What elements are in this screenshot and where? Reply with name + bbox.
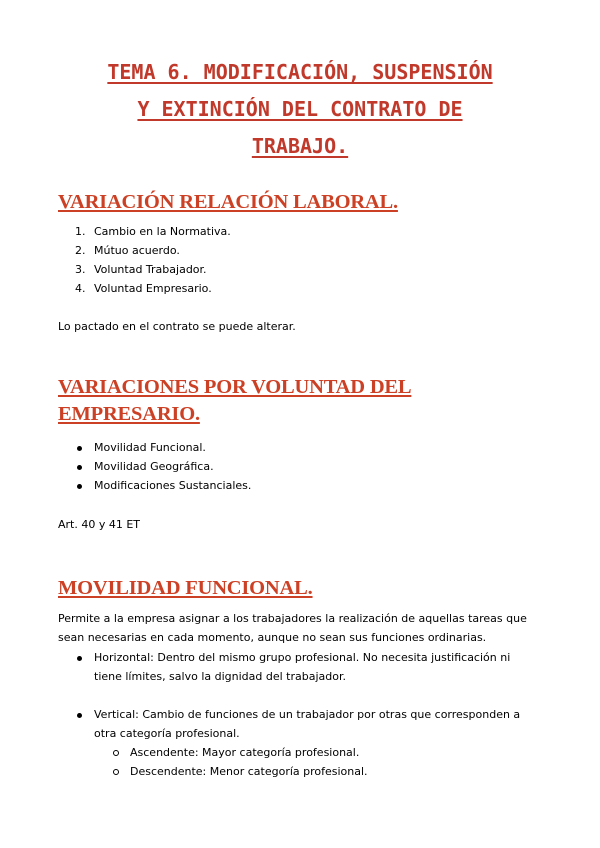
list-item: Movilidad Geográfica.	[58, 457, 251, 476]
section-heading-variacion: VARIACIÓN RELACIÓN LABORAL.	[58, 191, 398, 213]
list-item: Vertical: Cambio de funciones de un trabajador por otras que corresponden a otra categoría profesional.	[58, 705, 534, 743]
section-heading-variaciones: VARIACIONES POR VOLUNTAD DEL EMPRESARIO.	[58, 376, 412, 425]
list-item: 3. Voluntad Trabajador.	[75, 263, 207, 276]
bullet-list	[58, 438, 251, 495]
title-line-2: Y EXTINCIÓN DEL CONTRATO DE	[137, 97, 463, 121]
list-item: Movilidad Funcional.	[58, 438, 251, 457]
hollow-bullet-icon	[113, 750, 119, 756]
list-item: Modificaciones Sustanciales.	[58, 476, 251, 495]
document-title	[40, 54, 560, 165]
list-item: 1. Cambio en la Normativa.	[75, 225, 231, 238]
bullet-icon	[77, 465, 82, 470]
paragraph-note: Lo pactado en el contrato se puede alterar.	[58, 320, 296, 333]
bullet-list-vertical	[58, 705, 534, 781]
numbered-list	[58, 222, 231, 298]
list-item: 4. Voluntad Empresario.	[75, 282, 212, 295]
paragraph-intro: Permite a la empresa asignar a los trabajadores la realización de aquellas tareas que sean necesarias en cada momento, aunque no sean sus funciones ordinarias.	[58, 612, 527, 644]
sub-list-item: Ascendente: Mayor categoría profesional.	[58, 743, 534, 762]
paragraph-article: Art. 40 y 41 ET	[58, 518, 141, 531]
bullet-icon	[77, 656, 82, 661]
sub-list-item: Descendente: Menor categoría profesional.	[58, 762, 534, 781]
list-item: Horizontal: Dentro del mismo grupo profesional. No necesita justificación ni tiene límites, salvo la dignidad del trabajador.	[58, 648, 534, 686]
bullet-list-movilidad	[58, 648, 534, 686]
title-line-1: TEMA 6. MODIFICACIÓN, SUSPENSIÓN	[107, 60, 493, 84]
title-line-3: TRABAJO.	[251, 134, 349, 158]
bullet-icon	[77, 484, 82, 489]
section-heading-movilidad: MOVILIDAD FUNCIONAL.	[58, 577, 313, 599]
list-item: 2. Mútuo acuerdo.	[75, 244, 180, 257]
bullet-icon	[77, 713, 82, 718]
bullet-icon	[77, 446, 82, 451]
hollow-bullet-icon	[113, 769, 119, 775]
